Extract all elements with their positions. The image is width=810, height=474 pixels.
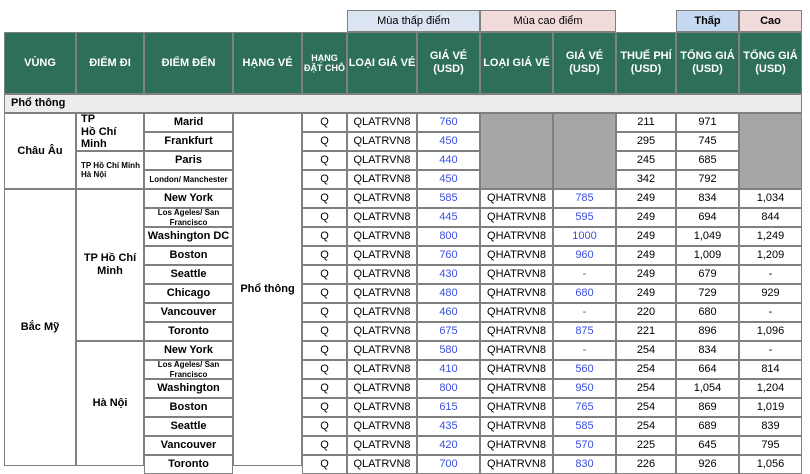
fare-type-high-cell: QHATRVN8 <box>480 379 553 398</box>
col-tax: THUẾ PHÍ (USD) <box>616 32 676 94</box>
season-high-header: Mùa cao điểm <box>480 10 616 32</box>
total-low-cell: 1,049 <box>676 227 739 246</box>
tax-cell: 254 <box>616 341 676 360</box>
tax-cell: 249 <box>616 208 676 227</box>
europe-high-fare-empty <box>553 113 616 189</box>
tax-cell: 249 <box>616 284 676 303</box>
booking-class-cell: Q <box>302 379 347 398</box>
booking-class-cell: Q <box>302 303 347 322</box>
fare-low-cell: 460 <box>417 303 480 322</box>
fare-low-cell: 435 <box>417 417 480 436</box>
fare-type-high-cell: QHATRVN8 <box>480 227 553 246</box>
total-high-cell: 1,204 <box>739 379 802 398</box>
tax-cell: 254 <box>616 379 676 398</box>
fare-type-low-cell: QLATRVN8 <box>347 360 417 379</box>
total-high-cell: 839 <box>739 417 802 436</box>
total-low-cell: 971 <box>676 113 739 132</box>
booking-class-cell: Q <box>302 227 347 246</box>
total-low-cell: 834 <box>676 341 739 360</box>
destination-cell: New York <box>144 189 233 208</box>
booking-class-cell: Q <box>302 398 347 417</box>
destination-cell: Washington <box>144 379 233 398</box>
booking-class-cell: Q <box>302 170 347 189</box>
destination-cell: Vancouver <box>144 436 233 455</box>
col-total-high: TỔNG GIÁ (USD) <box>739 32 802 94</box>
total-high-header: Cao <box>739 10 802 32</box>
fare-low-cell: 700 <box>417 455 480 474</box>
destination-cell: Toronto <box>144 455 233 474</box>
booking-class-cell: Q <box>302 189 347 208</box>
fare-low-cell: 420 <box>417 436 480 455</box>
fare-low-cell: 480 <box>417 284 480 303</box>
total-low-cell: 694 <box>676 208 739 227</box>
tax-cell: 254 <box>616 398 676 417</box>
total-low-cell: 834 <box>676 189 739 208</box>
fare-type-low-cell: QLATRVN8 <box>347 284 417 303</box>
fare-type-high-cell: QHATRVN8 <box>480 398 553 417</box>
fare-high-cell: 570 <box>553 436 616 455</box>
total-high-cell: 929 <box>739 284 802 303</box>
fare-high-cell: 1000 <box>553 227 616 246</box>
total-low-cell: 679 <box>676 265 739 284</box>
booking-class-cell: Q <box>302 284 347 303</box>
booking-class-cell: Q <box>302 417 347 436</box>
tax-cell: 245 <box>616 151 676 170</box>
destination-cell: Chicago <box>144 284 233 303</box>
fare-type-high-cell: QHATRVN8 <box>480 246 553 265</box>
tax-cell: 211 <box>616 113 676 132</box>
total-low-cell: 869 <box>676 398 739 417</box>
booking-class-cell: Q <box>302 360 347 379</box>
destination-cell: Paris <box>144 151 233 170</box>
region-europe: Châu Âu <box>4 113 76 189</box>
fare-high-cell: 875 <box>553 322 616 341</box>
total-low-cell: 664 <box>676 360 739 379</box>
booking-class-cell: Q <box>302 341 347 360</box>
fare-high-cell: - <box>553 341 616 360</box>
tax-cell: 254 <box>616 360 676 379</box>
col-fare-type-low: LOẠI GIÁ VÉ <box>347 32 417 94</box>
total-high-cell: 795 <box>739 436 802 455</box>
fare-high-cell: 585 <box>553 417 616 436</box>
ticket-class-economy: Phổ thông <box>233 113 302 466</box>
total-low-cell: 729 <box>676 284 739 303</box>
fare-low-cell: 675 <box>417 322 480 341</box>
col-fare-high: GIÁ VÉ (USD) <box>553 32 616 94</box>
fare-high-cell: - <box>553 303 616 322</box>
total-high-cell: - <box>739 341 802 360</box>
destination-cell: Toronto <box>144 322 233 341</box>
col-total-low: TỔNG GIÁ (USD) <box>676 32 739 94</box>
fare-type-high-cell: QHATRVN8 <box>480 208 553 227</box>
fare-low-cell: 800 <box>417 379 480 398</box>
destination-cell: Los Ageles/ San Francisco <box>144 208 233 227</box>
fare-low-cell: 585 <box>417 189 480 208</box>
total-high-cell: 814 <box>739 360 802 379</box>
fare-low-cell: 445 <box>417 208 480 227</box>
fare-type-high-cell: QHATRVN8 <box>480 303 553 322</box>
fare-type-low-cell: QLATRVN8 <box>347 113 417 132</box>
fare-type-low-cell: QLATRVN8 <box>347 322 417 341</box>
fare-type-high-cell: QHATRVN8 <box>480 455 553 474</box>
fare-type-high-cell: QHATRVN8 <box>480 417 553 436</box>
booking-class-cell: Q <box>302 208 347 227</box>
total-low-cell: 745 <box>676 132 739 151</box>
fare-type-low-cell: QLATRVN8 <box>347 417 417 436</box>
fare-type-low-cell: QLATRVN8 <box>347 246 417 265</box>
fare-low-cell: 430 <box>417 265 480 284</box>
origin-hanoi-america: Hà Nội <box>76 341 144 466</box>
destination-cell: Seattle <box>144 265 233 284</box>
total-high-cell: 1,019 <box>739 398 802 417</box>
fare-type-high-cell: QHATRVN8 <box>480 189 553 208</box>
origin-hcm-europe: TP Hồ Chí Minh <box>76 113 144 151</box>
fare-high-cell: 595 <box>553 208 616 227</box>
fare-table <box>4 10 802 471</box>
booking-class-cell: Q <box>302 322 347 341</box>
total-low-cell: 685 <box>676 151 739 170</box>
origin-hcm-america: TP Hồ Chí Minh <box>76 189 144 341</box>
total-high-cell: 1,249 <box>739 227 802 246</box>
fare-high-cell: - <box>553 265 616 284</box>
destination-cell: Boston <box>144 246 233 265</box>
total-high-cell: 1,034 <box>739 189 802 208</box>
destination-cell: London/ Manchester <box>144 170 233 189</box>
fare-type-high-cell: QHATRVN8 <box>480 341 553 360</box>
destination-cell: Seattle <box>144 417 233 436</box>
total-high-cell: 844 <box>739 208 802 227</box>
total-low-cell: 896 <box>676 322 739 341</box>
region-north-america: Bắc Mỹ <box>4 189 76 466</box>
fare-type-high-cell: QHATRVN8 <box>480 436 553 455</box>
fare-type-high-cell: QHATRVN8 <box>480 322 553 341</box>
fare-low-cell: 410 <box>417 360 480 379</box>
destination-cell: Vancouver <box>144 303 233 322</box>
tax-cell: 225 <box>616 436 676 455</box>
fare-high-cell: 960 <box>553 246 616 265</box>
total-low-cell: 1,009 <box>676 246 739 265</box>
origin-hcm-hanoi-europe: TP Hồ Chí Minh Hà Nội <box>76 151 144 189</box>
fare-low-cell: 450 <box>417 170 480 189</box>
europe-total-high-empty <box>739 113 802 189</box>
destination-cell: Marid <box>144 113 233 132</box>
tax-cell: 249 <box>616 246 676 265</box>
fare-type-high-cell: QHATRVN8 <box>480 265 553 284</box>
total-high-cell: 1,056 <box>739 455 802 474</box>
fare-type-low-cell: QLATRVN8 <box>347 132 417 151</box>
fare-type-low-cell: QLATRVN8 <box>347 208 417 227</box>
total-high-cell: 1,209 <box>739 246 802 265</box>
tax-cell: 221 <box>616 322 676 341</box>
col-fare-type-high: LOẠI GIÁ VÉ <box>480 32 553 94</box>
total-low-cell: 680 <box>676 303 739 322</box>
tax-cell: 249 <box>616 265 676 284</box>
fare-low-cell: 450 <box>417 132 480 151</box>
fare-type-low-cell: QLATRVN8 <box>347 170 417 189</box>
fare-type-low-cell: QLATRVN8 <box>347 151 417 170</box>
total-low-cell: 792 <box>676 170 739 189</box>
booking-class-cell: Q <box>302 455 347 474</box>
season-low-header: Mùa thấp điểm <box>347 10 480 32</box>
destination-cell: New York <box>144 341 233 360</box>
booking-class-cell: Q <box>302 246 347 265</box>
fare-type-high-cell: QHATRVN8 <box>480 360 553 379</box>
fare-high-cell: 765 <box>553 398 616 417</box>
tax-cell: 295 <box>616 132 676 151</box>
tax-cell: 254 <box>616 417 676 436</box>
destination-cell: Los Ageles/ San Francisco <box>144 360 233 379</box>
destination-cell: Frankfurt <box>144 132 233 151</box>
tax-cell: 342 <box>616 170 676 189</box>
section-title: Phổ thông <box>4 94 802 113</box>
fare-type-high-cell: QHATRVN8 <box>480 284 553 303</box>
col-origin: ĐIỂM ĐI <box>76 32 144 94</box>
fare-low-cell: 440 <box>417 151 480 170</box>
booking-class-cell: Q <box>302 151 347 170</box>
europe-high-fare-type-empty <box>480 113 553 189</box>
tax-cell: 220 <box>616 303 676 322</box>
fare-type-low-cell: QLATRVN8 <box>347 398 417 417</box>
tax-cell: 249 <box>616 189 676 208</box>
total-low-cell: 1,054 <box>676 379 739 398</box>
booking-class-cell: Q <box>302 265 347 284</box>
booking-class-cell: Q <box>302 436 347 455</box>
fare-high-cell: 950 <box>553 379 616 398</box>
fare-type-low-cell: QLATRVN8 <box>347 436 417 455</box>
total-low-header: Thấp <box>676 10 739 32</box>
fare-type-low-cell: QLATRVN8 <box>347 265 417 284</box>
fare-high-cell: 785 <box>553 189 616 208</box>
fare-low-cell: 800 <box>417 227 480 246</box>
fare-low-cell: 760 <box>417 246 480 265</box>
fare-low-cell: 760 <box>417 113 480 132</box>
col-fare-low: GIÁ VÉ (USD) <box>417 32 480 94</box>
destination-cell: Washington DC <box>144 227 233 246</box>
booking-class-cell: Q <box>302 132 347 151</box>
fare-type-low-cell: QLATRVN8 <box>347 341 417 360</box>
col-region: VÙNG <box>4 32 76 94</box>
destination-cell: Boston <box>144 398 233 417</box>
total-high-cell: 1,096 <box>739 322 802 341</box>
fare-type-low-cell: QLATRVN8 <box>347 379 417 398</box>
tax-cell: 226 <box>616 455 676 474</box>
fare-type-low-cell: QLATRVN8 <box>347 227 417 246</box>
booking-class-cell: Q <box>302 113 347 132</box>
tax-cell: 249 <box>616 227 676 246</box>
col-ticket-class: HẠNG VÉ <box>233 32 302 94</box>
fare-high-cell: 680 <box>553 284 616 303</box>
fare-type-low-cell: QLATRVN8 <box>347 303 417 322</box>
fare-type-low-cell: QLATRVN8 <box>347 189 417 208</box>
col-booking-class: HẠNG ĐẶT CHỖ <box>302 32 347 94</box>
total-high-cell: - <box>739 265 802 284</box>
fare-high-cell: 830 <box>553 455 616 474</box>
fare-high-cell: 560 <box>553 360 616 379</box>
total-low-cell: 926 <box>676 455 739 474</box>
total-high-cell: - <box>739 303 802 322</box>
fare-low-cell: 580 <box>417 341 480 360</box>
fare-low-cell: 615 <box>417 398 480 417</box>
col-destination: ĐIỂM ĐẾN <box>144 32 233 94</box>
fare-type-low-cell: QLATRVN8 <box>347 455 417 474</box>
total-low-cell: 645 <box>676 436 739 455</box>
total-low-cell: 689 <box>676 417 739 436</box>
